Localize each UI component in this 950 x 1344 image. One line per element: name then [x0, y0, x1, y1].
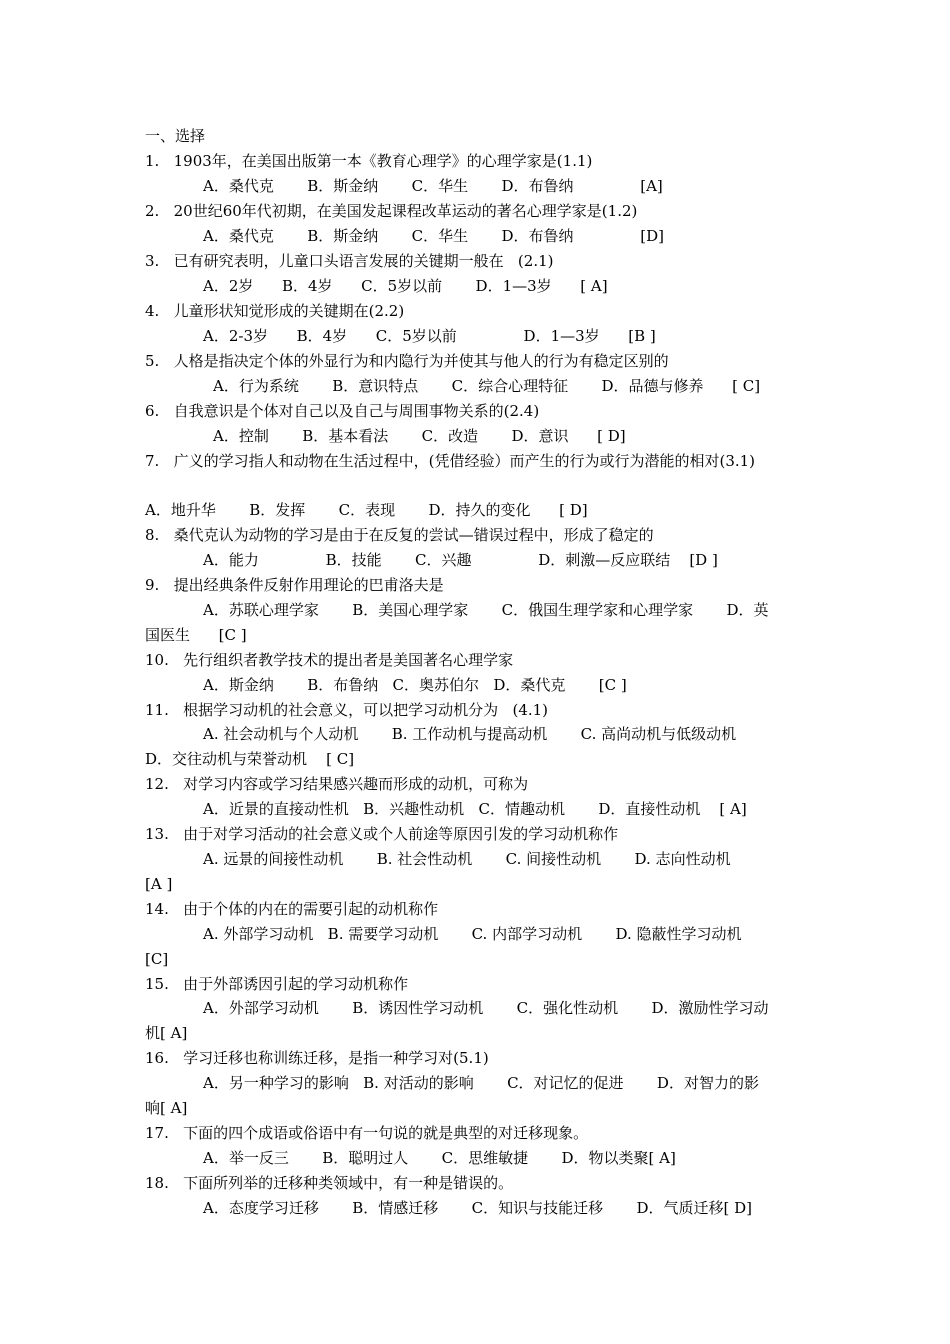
options-13-cont: [A ]	[145, 875, 173, 893]
question-2: 2. 20世纪60年代初期，在美国发起课程改革运动的著名心理学家是(1.2)	[145, 202, 638, 220]
question-18: 18. 下面所列举的迁移种类领域中，有一种是错误的。	[145, 1174, 514, 1192]
question-17: 17. 下面的四个成语或俗语中有一句说的就是典型的对迁移现象。	[145, 1124, 589, 1142]
options-14-cont: [C]	[145, 950, 169, 968]
question-13: 13. 由于对学习活动的社会意义或个人前途等原因引发的学习动机称作	[145, 825, 619, 843]
options-15-cont: 机[ A]	[145, 1024, 188, 1042]
question-14: 14. 由于个体的内在的需要引起的动机称作	[145, 900, 439, 918]
question-6: 6. 自我意识是个体对自己以及自己与周围事物关系的(2.4)	[145, 402, 540, 420]
options-16-cont: 响[ A]	[145, 1099, 188, 1117]
options-12: A．近景的直接动性机 B．兴趣性动机 C．情趣动机 D．直接性动机 [ A]	[203, 800, 747, 818]
options-3: A．2岁 B．4岁 C．5岁以前 D．1—3岁 [ A]	[203, 277, 608, 295]
question-9: 9. 提出经典条件反射作用理论的巴甫洛夫是	[145, 576, 444, 594]
options-16: A．另一种学习的影响 B. 对活动的影响 C．对记忆的促进 D．对智力的影	[203, 1074, 759, 1092]
options-18: A．态度学习迁移 B．情感迁移 C．知识与技能迁移 D．气质迁移[ D]	[203, 1199, 752, 1217]
question-10: 10. 先行组织者教学技术的提出者是美国著名心理学家	[145, 651, 514, 669]
options-4: A．2-3岁 B．4岁 C．5岁以前 D．1—3岁 [B ]	[203, 327, 656, 345]
question-16: 16. 学习迁移也称训练迁移，是指一种学习对(5.1)	[145, 1049, 489, 1067]
options-9-cont: 国医生 [C ]	[145, 626, 247, 644]
question-11: 11. 根据学习动机的社会意义，可以把学习动机分为 (4.1)	[145, 701, 549, 719]
options-10: A．斯金纳 B．布鲁纳 C．奥苏伯尔 D．桑代克 [C ]	[203, 676, 627, 694]
options-1: A．桑代克 B．斯金纳 C．华生 D．布鲁纳 [A]	[203, 177, 663, 195]
options-11-cont: D．交往动机与荣誉动机 [ C]	[145, 750, 355, 768]
options-8: A．能力 B．技能 C．兴趣 D．刺激—反应联结 [D ]	[203, 551, 718, 569]
question-15: 15. 由于外部诱因引起的学习动机称作	[145, 975, 409, 993]
options-17: A．举一反三 B．聪明过人 C．思维敏捷 D．物以类聚[ A]	[203, 1149, 676, 1167]
question-1: 1. 1903年，在美国出版第一本《教育心理学》的心理学家是(1.1)	[145, 152, 593, 170]
question-5: 5. 人格是指决定个体的外显行为和内隐行为并使其与他人的行为有稳定区别的	[145, 352, 669, 370]
options-15: A．外部学习动机 B．诱因性学习动机 C．强化性动机 D．激励性学习动	[203, 999, 769, 1017]
question-4: 4. 儿童形状知觉形成的关键期在(2.2)	[145, 302, 405, 320]
options-6: A．控制 B．基本看法 C．改造 D．意识 [ D]	[213, 427, 626, 445]
question-3: 3. 已有研究表明，儿童口头语言发展的关键期一般在 (2.1)	[145, 252, 554, 270]
options-9: A．苏联心理学家 B．美国心理学家 C．俄国生理学家和心理学家 D．英	[203, 601, 769, 619]
options-14: A. 外部学习动机 B. 需要学习动机 C. 内部学习动机 D. 隐蔽性学习动机	[203, 925, 742, 943]
options-11: A. 社会动机与个人动机 B. 工作动机与提高动机 C. 高尚动机与低级动机	[203, 725, 737, 743]
section-heading: 一、选择	[145, 127, 206, 145]
options-13: A. 远景的间接性动机 B. 社会性动机 C. 间接性动机 D. 志向性动机	[203, 850, 731, 868]
question-7: 7. 广义的学习指人和动物在生活过程中，(凭借经验）而产生的行为或行为潜能的相对(3.1)	[145, 452, 756, 470]
options-2: A．桑代克 B．斯金纳 C．华生 D．布鲁纳 [D]	[203, 227, 664, 245]
options-7: A．地升华 B．发挥 C．表现 D．持久的变化 [ D]	[145, 501, 588, 519]
question-12: 12. 对学习内容或学习结果感兴趣而形成的动机，可称为	[145, 775, 529, 793]
question-8: 8. 桑代克认为动物的学习是由于在反复的尝试—错误过程中，形成了稳定的	[145, 526, 654, 544]
options-5: A．行为系统 B．意识特点 C．综合心理特征 D．品德与修养 [ C]	[213, 377, 761, 395]
